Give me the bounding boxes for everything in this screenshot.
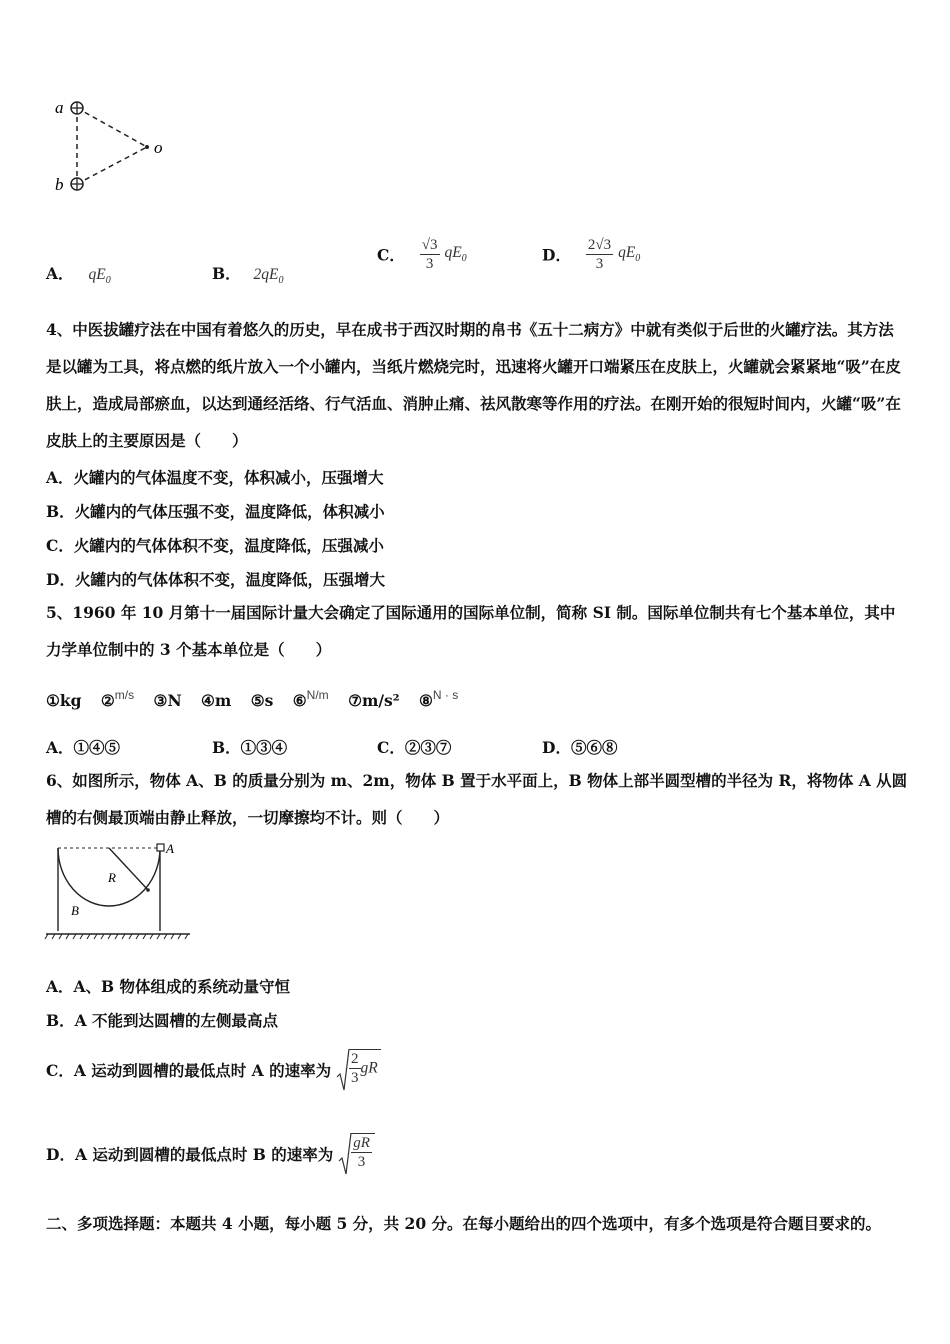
q4-option-c[interactable]: C．火罐内的气体体积不变，温度降低，压强减小 [46,536,384,555]
unit-8-value: N · s [432,688,459,702]
q6-option-c[interactable] [46,1047,381,1093]
q3-option-c-num: √3 [421,237,438,253]
q5-option-a[interactable]: A．①④⑤ [46,738,121,757]
q3-option-a-value: qE [88,266,106,283]
q3-option-b[interactable] [212,262,284,286]
unit-1: ①kg [46,691,82,710]
unit-6: ⑥ [292,691,307,710]
unit-7: ⑦m/s² [348,691,400,710]
q4-stem: 4、中医拔罐疗法在中国有着悠久的历史，早在成书于西汉时期的帛书《五十二病方》中就有类似于后世的火罐疗法。其方法是以罐为工具，将点燃的纸片放入一个小罐内，当纸片燃烧完时，迅速将火罐开口端紧压在皮肤上，火罐就会紧紧地“吸”在皮肤上，造成局部瘀血，以达到通经活络、行气活血、消肿止痛、祛风散寒等作用的疗法。在刚开始的很短时间内，火罐“吸”在皮肤上的主要原因是（ ） [46,320,901,450]
unit-4: ④m [201,691,232,710]
q3-option-d-sub: 0 [635,253,641,265]
q3-option-d-num: 2√3 [587,237,612,253]
fig-label-a: A [166,841,174,856]
sqrt-sign-icon [336,1047,350,1093]
sqrt-sign-icon [338,1131,352,1177]
unit-6-value: N/m [306,688,329,702]
q6-option-d[interactable] [46,1131,375,1177]
section-2-heading: 二、多项选择题：本题共 4 小题，每小题 5 分，共 20 分。在每小题给出的四个选项中，有多个选项是符合题目要求的。 [46,1214,882,1233]
q4-option-b[interactable]: B．火罐内的气体压强不变，温度降低，体积减小 [46,502,385,521]
unit-5: ⑤s [250,691,274,710]
semicircle-groove-figure [44,838,194,943]
q6-option-c-tail: gR [360,1059,378,1077]
q5-option-d[interactable]: D．⑤⑥⑧ [542,738,618,757]
q3-option-b-value: 2qE [253,266,279,283]
q6-option-d-num: gR [353,1135,370,1151]
q3-option-a-label: A． [46,264,74,283]
q5-option-b[interactable]: B．①③④ [212,738,288,757]
unit-2-value: m/s [114,688,135,702]
q5-stem: 5、1960 年 10 月第十一届国际计量大会确定了国际通用的国际单位制，简称 SI 制。国际单位制共有七个基本单位，其中力学单位制中的 3 个基本单位是（ ） [46,603,896,659]
q3-option-d-tail: qE [618,244,636,262]
label-b: b [55,175,64,194]
q5-option-c[interactable]: C．②③⑦ [377,738,452,757]
q3-option-a[interactable] [46,262,111,286]
q3-option-c-den: 3 [425,256,434,272]
q3-option-d[interactable] [542,236,640,273]
q3-option-c-tail: qE [444,244,462,262]
q6-stem: 6、如图所示，物体 A、B 的质量分别为 m、2m，物体 B 置于水平面上，B 物体上部半圆型槽的半径为 R，将物体 A 从圆槽的右侧最顶端由静止释放，一切摩擦均不计。则（ ） [46,771,908,827]
q6-option-c-num: 2 [351,1051,359,1067]
unit-3: ③N [153,691,182,710]
charge-triangle-figure [50,95,180,200]
fig-label-b: B [71,903,79,918]
q4-option-a[interactable]: A．火罐内的气体温度不变，体积减小，压强增大 [46,468,384,487]
q3-option-c-sub: 0 [461,253,467,265]
q3-option-c[interactable] [377,236,467,273]
label-a: a [55,98,64,117]
q4-option-d[interactable]: D．火罐内的气体体积不变，温度降低，压强增大 [46,570,385,589]
q3-option-d-label: D． [542,245,571,265]
q6-option-a[interactable]: A．A、B 物体组成的系统动量守恒 [46,977,291,996]
q3-option-c-label: C． [377,245,405,265]
q6-option-b[interactable]: B．A 不能到达圆槽的左侧最高点 [46,1011,279,1030]
unit-8: ⑧ [418,691,433,710]
q6-option-c-den: 3 [351,1070,359,1086]
q3-option-b-label: B． [212,264,241,283]
label-o: o [154,138,163,157]
fig-label-r: R [108,870,116,885]
q5-units [46,688,458,710]
q3-option-b-sub: 0 [278,275,284,287]
q6-option-d-text: D．A 运动到圆槽的最低点时 B 的速率为 [46,1145,334,1164]
q6-option-d-den: 3 [357,1154,366,1170]
q6-option-c-text: C．A 运动到圆槽的最低点时 A 的速率为 [46,1061,332,1080]
unit-2: ② [100,691,115,710]
q3-option-a-sub: 0 [105,275,111,287]
q3-option-d-den: 3 [595,256,604,272]
